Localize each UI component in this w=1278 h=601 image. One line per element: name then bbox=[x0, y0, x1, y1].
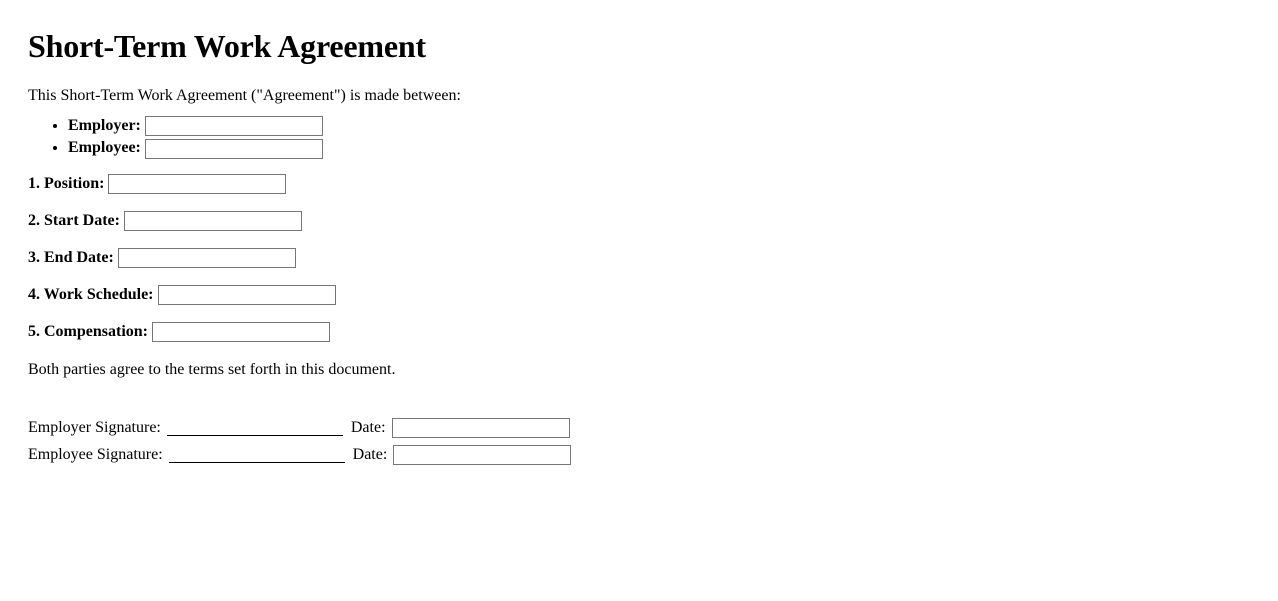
employer-signature-line[interactable] bbox=[167, 420, 343, 436]
employee-label: Employee: bbox=[68, 139, 141, 157]
agreement-note: Both parties agree to the terms set forth in this document. bbox=[28, 360, 396, 378]
start-date-input[interactable] bbox=[124, 211, 302, 231]
work-schedule-label: 4. Work Schedule: bbox=[28, 285, 154, 303]
employer-signature-row bbox=[28, 417, 1250, 439]
signature-block bbox=[28, 417, 1250, 466]
employee-date-label: Date: bbox=[352, 445, 388, 463]
end-date-row bbox=[28, 247, 1250, 269]
list-item bbox=[68, 115, 1250, 136]
start-date-label: 2. Start Date: bbox=[28, 211, 120, 229]
end-date-input[interactable] bbox=[118, 248, 296, 268]
employer-input[interactable] bbox=[145, 116, 323, 136]
start-date-row bbox=[28, 210, 1250, 232]
employer-signature-label: Employer Signature: bbox=[28, 418, 161, 436]
position-row bbox=[28, 173, 1250, 195]
compensation-input[interactable] bbox=[152, 322, 330, 342]
employer-label: Employer: bbox=[68, 117, 141, 134]
employee-input[interactable] bbox=[145, 139, 323, 159]
list-item bbox=[68, 137, 1250, 158]
position-input[interactable] bbox=[108, 174, 286, 194]
position-label: 1. Position: bbox=[28, 174, 105, 192]
employee-date-input[interactable] bbox=[393, 445, 571, 465]
page-title: Short-Term Work Agreement bbox=[28, 28, 426, 64]
employer-date-label: Date: bbox=[350, 418, 386, 436]
employee-signature-line[interactable] bbox=[169, 447, 345, 463]
parties-list bbox=[28, 115, 1250, 159]
work-schedule-input[interactable] bbox=[158, 285, 336, 305]
intro-paragraph: This Short-Term Work Agreement ("Agreement") is made between: bbox=[28, 87, 461, 104]
work-schedule-row bbox=[28, 284, 1250, 306]
compensation-row bbox=[28, 321, 1250, 343]
end-date-label: 3. End Date: bbox=[28, 248, 114, 266]
compensation-label: 5. Compensation: bbox=[28, 322, 149, 340]
employee-signature-label: Employee Signature: bbox=[28, 445, 163, 463]
employee-signature-row bbox=[28, 444, 1250, 466]
employer-date-input[interactable] bbox=[392, 418, 570, 438]
